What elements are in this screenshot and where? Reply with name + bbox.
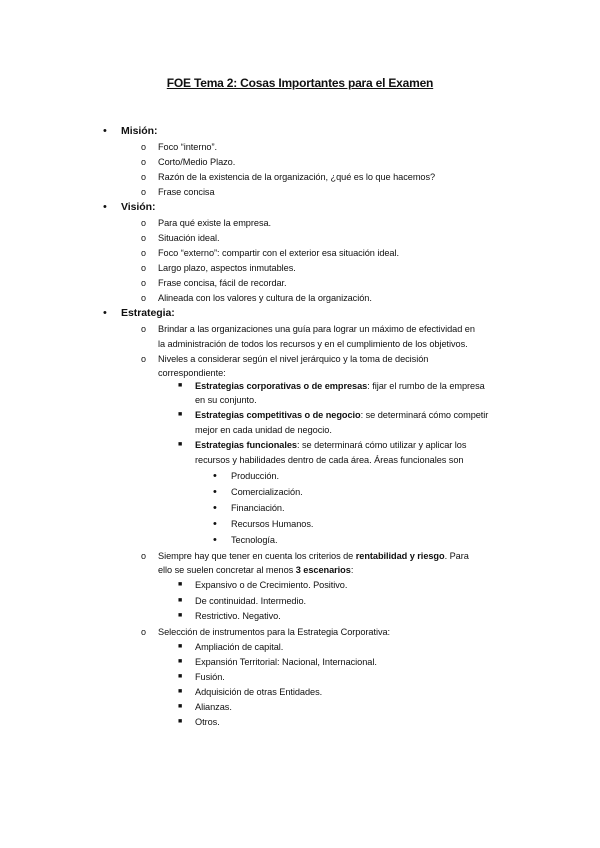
list-item: Selección de instrumentos para la Estrategia Corporativa:: [158, 627, 391, 637]
square-bullet-icon: ■: [178, 411, 183, 418]
circle-bullet-icon: o: [141, 324, 147, 334]
circle-bullet-icon: o: [141, 218, 147, 228]
instrument-item: Ampliación de capital.: [195, 642, 284, 652]
square-bullet-icon: ■: [178, 673, 183, 680]
instrument-item: Expansión Territorial: Nacional, Internacional.: [195, 657, 377, 667]
scenario-item: De continuidad. Intermedio.: [195, 596, 307, 606]
circle-bullet-icon: o: [141, 354, 147, 364]
bullet-icon: •: [213, 534, 217, 546]
square-bullet-icon: ■: [178, 597, 183, 604]
circle-bullet-icon: o: [141, 627, 147, 637]
strategy-level-continuation: en su conjunto.: [195, 395, 257, 405]
square-bullet-icon: ■: [178, 643, 183, 650]
list-item: Siempre hay que tener en cuenta los criterios de rentabilidad y riesgo. Para: [158, 551, 469, 561]
circle-bullet-icon: o: [141, 187, 147, 197]
bullet-icon: •: [103, 125, 107, 137]
list-item: Niveles a considerar según el nivel jerárquico y la toma de decisión: [158, 354, 429, 364]
instrument-item: Fusión.: [195, 672, 225, 682]
circle-bullet-icon: o: [141, 551, 147, 561]
section-heading-mision: Misión:: [121, 125, 158, 137]
bullet-icon: •: [213, 470, 217, 482]
instrument-item: Alianzas.: [195, 702, 232, 712]
square-bullet-icon: ■: [178, 658, 183, 665]
list-item: Corto/Medio Plazo.: [158, 157, 236, 167]
bullet-icon: •: [213, 502, 217, 514]
bullet-icon: •: [213, 518, 217, 530]
page-title: FOE Tema 2: Cosas Importantes para el Examen: [166, 76, 434, 90]
circle-bullet-icon: o: [141, 293, 147, 303]
list-item-continuation: correspondiente:: [158, 368, 226, 378]
functional-area: Recursos Humanos.: [231, 519, 314, 529]
functional-area: Financiación.: [231, 503, 285, 513]
strategy-level: Estrategias competitivas o de negocio: se determinará cómo competir: [195, 410, 489, 420]
list-item: Frase concisa: [158, 187, 215, 197]
list-item-continuation: ello se suelen concretar al menos 3 escenarios:: [158, 565, 354, 575]
list-item: Razón de la existencia de la organización, ¿qué es lo que hacemos?: [158, 172, 436, 182]
circle-bullet-icon: o: [141, 233, 147, 243]
functional-area: Comercialización.: [231, 487, 303, 497]
list-item: Frase concisa, fácil de recordar.: [158, 278, 287, 288]
bullet-icon: •: [213, 486, 217, 498]
functional-area: Producción.: [231, 471, 279, 481]
instrument-item: Adquisición de otras Entidades.: [195, 687, 323, 697]
square-bullet-icon: ■: [178, 703, 183, 710]
square-bullet-icon: ■: [178, 382, 183, 389]
list-item: Largo plazo, aspectos inmutables.: [158, 263, 296, 273]
bullet-icon: •: [103, 307, 107, 319]
square-bullet-icon: ■: [178, 441, 183, 448]
circle-bullet-icon: o: [141, 142, 147, 152]
square-bullet-icon: ■: [178, 612, 183, 619]
strategy-level-continuation: recursos y habilidades dentro de cada área. Áreas funcionales son: [195, 455, 464, 465]
list-item: Alineada con los valores y cultura de la organización.: [158, 293, 372, 303]
square-bullet-icon: ■: [178, 581, 183, 588]
strategy-level: Estrategias corporativas o de empresas: fijar el rumbo de la empresa: [195, 381, 485, 391]
list-item: Para qué existe la empresa.: [158, 218, 272, 228]
section-heading-vision: Visión:: [121, 201, 156, 213]
scenario-item: Restrictivo. Negativo.: [195, 611, 281, 621]
strategy-level: Estrategias funcionales: se determinará cómo utilizar y aplicar los: [195, 440, 467, 450]
list-item: Situación ideal.: [158, 233, 220, 243]
scenario-item: Expansivo o de Crecimiento. Positivo.: [195, 580, 348, 590]
bullet-icon: •: [103, 201, 107, 213]
circle-bullet-icon: o: [141, 172, 147, 182]
circle-bullet-icon: o: [141, 157, 147, 167]
list-item-continuation: la administración de todos los recursos y en el cumplimiento de los objetivos.: [158, 339, 468, 349]
list-item: Foco “externo”: compartir con el exterior esa situación ideal.: [158, 248, 399, 258]
circle-bullet-icon: o: [141, 263, 147, 273]
functional-area: Tecnología.: [231, 535, 278, 545]
square-bullet-icon: ■: [178, 718, 183, 725]
strategy-level-continuation: mejor en cada unidad de negocio.: [195, 425, 332, 435]
instrument-item: Otros.: [195, 717, 220, 727]
list-item: Brindar a las organizaciones una guía para lograr un máximo de efectividad en: [158, 324, 475, 334]
section-heading-estrategia: Estrategia:: [121, 307, 175, 319]
circle-bullet-icon: o: [141, 278, 147, 288]
square-bullet-icon: ■: [178, 688, 183, 695]
list-item: Foco “interno”.: [158, 142, 217, 152]
circle-bullet-icon: o: [141, 248, 147, 258]
